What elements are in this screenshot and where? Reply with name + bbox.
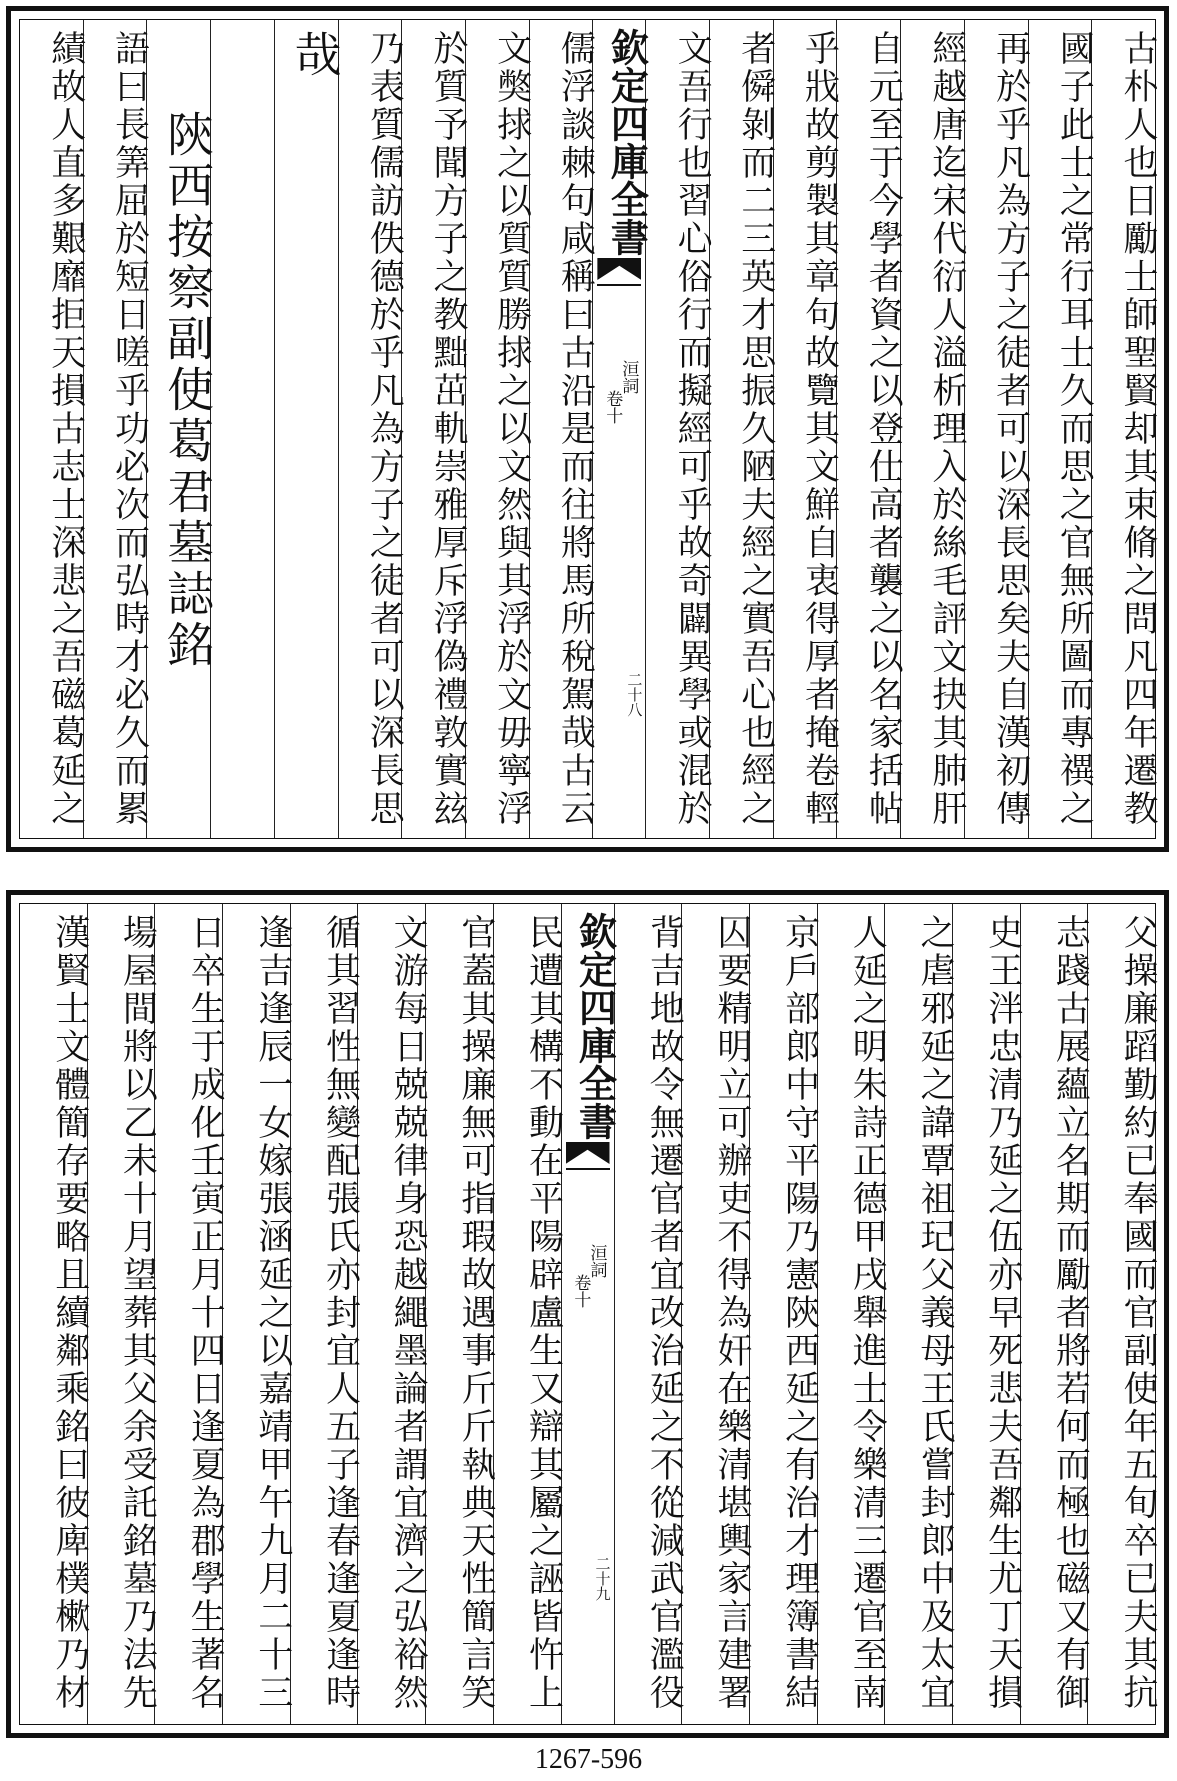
page-footer-number: 1267-596 [534,1744,643,1775]
column-text: 京戶部郎中守平陽乃憲陝西延之有治才理簿書結 [779,914,820,1712]
text-column [493,904,564,1724]
gutter-title: 欽定四庫全書 [604,28,650,256]
gutter-volume: 卷十 [602,390,623,424]
column-text: 日卒生于成化壬寅正月十四日逢夏為郡學生著名 [185,914,226,1712]
fish-tail-mark-icon [566,1142,610,1164]
column-text: 自元至于今學者資之以登仕高者襲之以名家括帖 [863,30,904,828]
column-text: 史王泮忠清乃延之伍亦早死悲夫吾鄰生尤丁天損 [982,914,1023,1712]
text-column [290,904,361,1724]
column-text: 父操廉蹈勤約已奉國而官副使年五旬卒已夫其抗 [1118,914,1158,1712]
column-text: 哉 [286,30,342,81]
text-column [20,20,86,838]
gutter-book-name: 洹詞 [586,1244,607,1278]
text-column [401,20,468,838]
book-gutter [561,904,618,1724]
text-column [773,20,840,838]
text-column [338,20,405,838]
text-column [274,20,342,838]
text-column [146,20,215,838]
column-text: 儒浮談棘句咸稱曰古沿是而往將馬所稅駕哉古云 [555,30,596,828]
column-frame-top [19,19,1156,839]
text-column [1087,904,1158,1724]
column-text: 循其習性無變配張氏亦封宜人五子逢春逢夏逢時 [320,914,361,1712]
column-text: 古朴人也日勵士師聖賢却其束脩之問凡四年遷教 [1118,30,1158,828]
column-text: 於質予聞方子之教黜茁軌崇雅厚斥浮偽禮敦實玆 [427,30,468,828]
column-text: 志踐古展蘊立名期而勵者將若何而極也磁又有御 [1050,914,1091,1712]
section-heading: 陝西按察副使葛君墓誌銘 [159,110,215,671]
fish-tail-rule [597,284,641,300]
column-text: 者僢剝而二三英才思振久陋夫經之實吾心也經之 [735,30,776,828]
gutter-volume: 卷十 [570,1274,591,1308]
column-text: 場屋間將以乙未十月望葬其父余受託銘墓乃法先 [117,914,158,1712]
text-column [900,20,967,838]
text-column [645,20,713,838]
text-column [749,904,820,1724]
column-text: 人延之明朱詩正德甲戌舉進士令樂清三遷官至南 [847,914,888,1712]
column-text: 背吉地故令無遷官者宜改治延之不從減武官濫役 [644,914,685,1712]
column-text: 文游每日兢兢律身恐越繩墨論者謂宜濟之弘裕然 [388,914,429,1712]
gutter-title: 欽定四庫全書 [572,912,618,1140]
column-text: 語曰長筭屈於短日嗟乎功必次而弘時才必久而累 [109,30,150,828]
text-column [836,20,904,838]
text-column [681,904,752,1724]
text-column [210,20,274,838]
gutter-page-number: 二十九 [593,1556,612,1601]
column-text: 文獘捄之以質質勝捄之以文然與其浮於文毋寧浮 [491,30,532,828]
column-text: 文吾行也習心俗行而擬經可乎故奇闢異學或混於 [672,30,713,828]
column-text: 乎戕故剪製其章句故覽其文鮮自衷得厚者掩卷輕 [799,30,840,828]
column-text: 逢吉逢辰一女嫁張涵延之以嘉靖甲午九月二十三 [252,914,293,1712]
gutter-page-number: 二十八 [625,672,644,717]
gutter-book-name: 洹詞 [618,360,639,394]
column-text: 之虐邪延之諱覃祖玘父義母王氏嘗封郎中及太宜 [914,914,955,1712]
page-panel-top [6,6,1169,852]
text-column [154,904,226,1724]
column-text: 官蓋其操廉無可指瑕故遇事斤斤執典天性簡言笑 [455,914,496,1712]
column-text: 囚要精明立可辦吏不得為奸在樂清堪輿家言建署 [711,914,752,1712]
column-text: 績故人直多艱靡拒天損古志士深悲之吾磁葛延之 [45,30,86,828]
text-column [1091,20,1158,838]
column-text: 乃表質儒訪佚德於乎凡為方子之徒者可以深長思 [364,30,405,828]
text-column [465,20,532,838]
text-column [709,20,776,838]
text-column [614,904,685,1724]
fish-tail-mark-icon [597,258,641,280]
column-text: 經越唐迄宋代衍人溢析理入於絲毛評文抉其肺肝 [926,30,967,828]
column-text: 再於乎凡為方子之徒者可以深長思矣夫自漢初傳 [990,30,1031,828]
fish-tail-rule [566,1168,610,1184]
text-column [529,20,596,838]
text-column [884,904,955,1724]
column-text: 漢賢士文體簡存要略且續鄰乘銘曰彼庳樸樕乃材 [49,914,90,1712]
text-column [222,904,293,1724]
text-column [20,904,90,1724]
column-text: 民遭其構不動在平陽辟盧生又辯其屬之誣皆忤上 [523,914,564,1712]
text-column [817,904,888,1724]
page-panel-bottom [6,890,1169,1738]
text-column [87,904,158,1724]
text-column [964,20,1031,838]
text-column [952,904,1023,1724]
text-column [83,20,150,838]
text-column [1020,904,1091,1724]
text-column [425,904,496,1724]
text-column [357,904,429,1724]
column-text: 國子此士之常行耳士久而思之官無所圖而專禩之 [1054,30,1095,828]
text-column [1028,20,1095,838]
book-gutter [592,20,650,838]
column-frame-bottom [19,903,1156,1725]
